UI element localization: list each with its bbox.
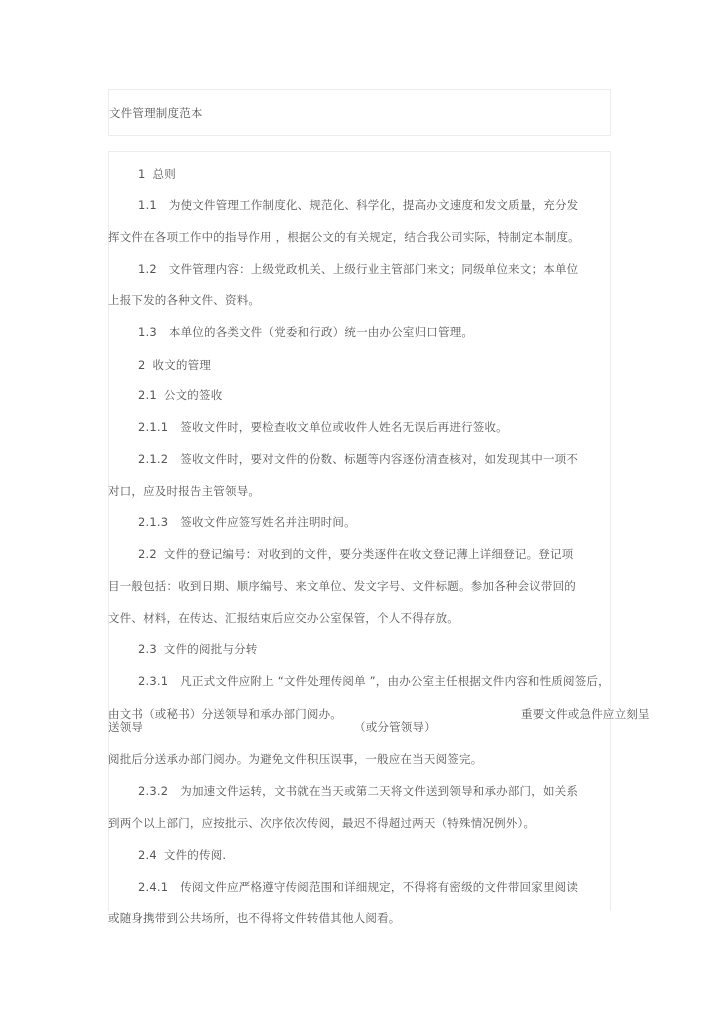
paragraph-fragment: 重要文件或急件应立刻呈 bbox=[521, 707, 650, 721]
subsection-heading: 2.1 公文的签收 bbox=[138, 388, 223, 402]
document-title: 文件管理制度范本 bbox=[109, 106, 203, 120]
paragraph-line: 目一般包括：收到日期、顺序编号、来文单位、发文字号、文件标题。参加各种会议带回的 bbox=[108, 579, 576, 593]
paragraph-line: 到两个以上部门，应按批示、次序依次传阅，最迟不得超过两天（特殊情况例外）。 bbox=[108, 816, 536, 830]
paragraph-line: 阅批后分送承办部门阅办。为避免文件积压误事，一般应在当天阅签完。 bbox=[108, 752, 483, 766]
paragraph-line: 挥文件在各项工作中的指导作用 ，根据公文的有关规定，结合我公司实际，特制定本制度。 bbox=[108, 230, 580, 244]
paragraph-line: 2.2 文件的登记编号：对收到的文件，要分类逐件在收文登记薄上详细登记。登记项 bbox=[138, 547, 574, 561]
paragraph-line: 2.1.1 签收文件时，要检查收文单位或收件人姓名无误后再进行签收。 bbox=[138, 420, 508, 434]
paragraph-fragment: 送领导 bbox=[108, 720, 144, 734]
section-heading: 2 收文的管理 bbox=[138, 358, 212, 372]
subsection-heading: 2.3 文件的阅批与分转 bbox=[138, 642, 258, 656]
paragraph-line: 2.1.3 签收文件应签写姓名并注明时间。 bbox=[138, 515, 356, 529]
paragraph-line: 文件、材料，在传达、汇报结束后应交办公室保管，个人不得存放。 bbox=[108, 611, 459, 625]
paragraph-line: 1.3 本单位的各类文件（党委和行政）统一由办公室归口管理。 bbox=[138, 325, 474, 339]
paragraph-line: 2.4.1 传阅文件应严格遵守传阅范围和详细规定，不得将有密级的文件带回家里阅读 bbox=[138, 880, 579, 894]
paragraph-line: 2.3.1 凡正式文件应附上 “文件处理传阅单 ”，由办公室主任根据文件内容和性质阅签后， bbox=[138, 674, 610, 688]
paragraph-line: 或随身携带到公共场所，也不得将文件转借其他人阅看。 bbox=[108, 911, 401, 925]
paragraph-line: 1.2 文件管理内容：上级党政机关、上级行业主管部门来文；同级单位来文；本单位 bbox=[138, 262, 579, 276]
paragraph-line: 由文书（或秘书）分送领导和承办部门阅办。 bbox=[108, 707, 342, 721]
paragraph-line: 2.3.2 为加速文件运转，文书就在当天或第二天将文件送到领导和承办部门，如关系 bbox=[138, 784, 579, 798]
paragraph-line: 2.1.2 签收文件时，要对文件的份数、标题等内容逐份清查核对，如发现其中一项不 bbox=[138, 452, 579, 466]
paragraph-line: 上报下发的各种文件、资料。 bbox=[108, 293, 261, 307]
paragraph-fragment: （或分管领导） bbox=[354, 720, 436, 734]
paragraph-line: 对口，应及时报告主管领导。 bbox=[108, 484, 261, 498]
section-heading: 1 总则 bbox=[138, 167, 176, 181]
title-box bbox=[108, 89, 611, 136]
paragraph-line: 1.1 为使文件管理工作制度化、规范化、科学化，提高办文速度和发文质量，充分发 bbox=[138, 198, 579, 212]
subsection-heading: 2.4 文件的传阅. bbox=[138, 848, 227, 862]
